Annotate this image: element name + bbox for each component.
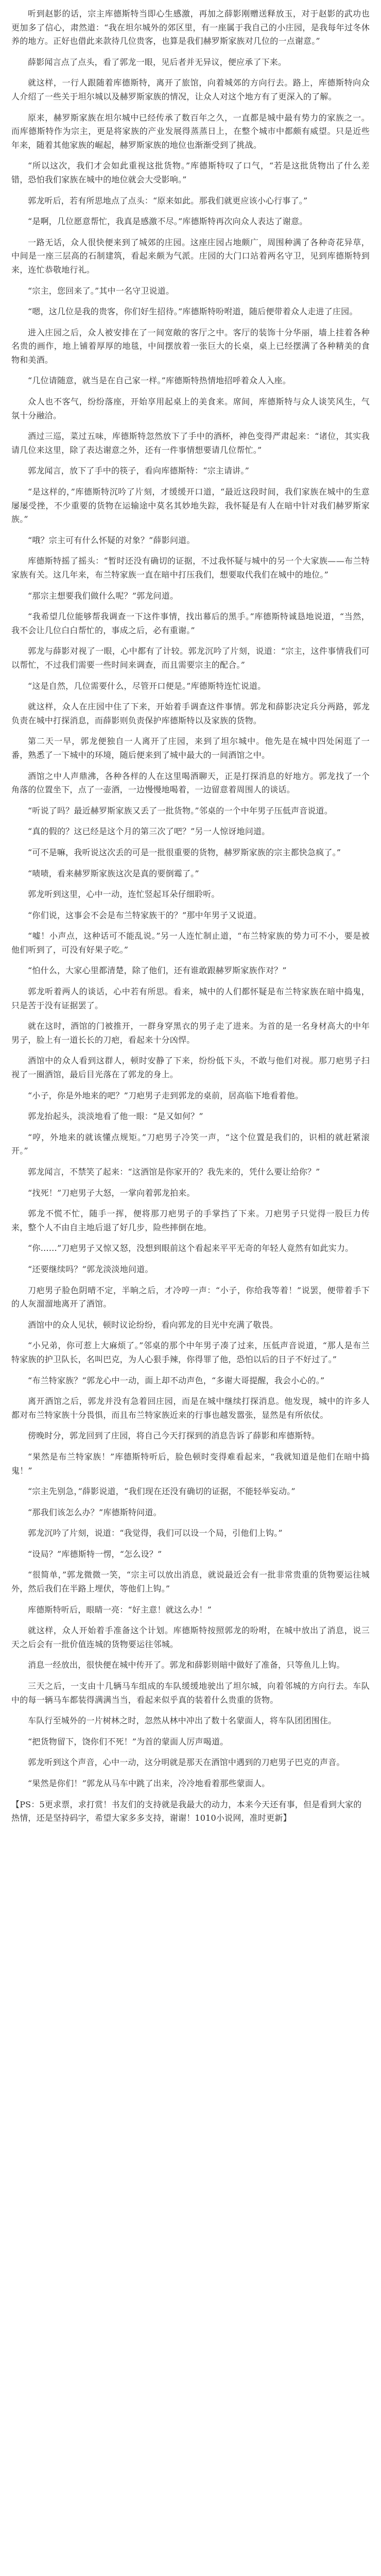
story-paragraph: 郭龙抬起头，淡淡地看了他一眼：“是又如何？” [28,1111,203,1122]
story-paragraph: “那我们该怎么办？”库德斯特问道。 [28,1507,162,1517]
story-paragraph: 郭龙听后，若有所思地点了点头：“原来如此。那我们就更应该小心行事了。” [28,195,308,206]
story-paragraph: 刀疤男子脸色阴晴不定，半晌之后，才冷哼一声：“小子，你给我等着！”说罢，便带着手下的人灰溜溜地离开了酒馆。 [11,1285,370,1309]
story-paragraph: 就这样，众人开始着手准备这个计划。库德斯特按照郭龙的吩咐，在城中放出了消息，说三天之后会有一批价值连城的货物要运往邻城。 [11,1625,370,1649]
story-paragraph: 就这样，众人在庄园中住了下来，开始着手调查这件事情。郭龙和薛影决定兵分两路，郭龙负责在城中打探消息，而薛影则负责保护库德斯特以及家族的货物。 [11,702,370,725]
story-paragraph: 郭龙闻言，不禁笑了起来：“这酒馆是你家开的？我先来的，凭什么要让给你？” [28,1167,320,1177]
author-closing-note: 【PS：5更求票，求打赏！书友们的支持就是我最大的动力，本来今天还有事，但是看到大家的热情，还是坚持码字，希望大家多多支持，谢谢！1010小说网，准时更新】 [11,1799,362,1823]
story-paragraph: 众人也不客气，纷纷落座，开始享用起桌上的美食来。席间，库德斯特与众人谈笑风生，气氛十分融洽。 [11,397,370,420]
story-paragraph: “哦？宗主可有什么怀疑的对象？”薛影问道。 [28,535,195,545]
story-paragraph: 离开酒馆之后，郭龙并没有急着回庄园，而是在城中继续打探消息。他发现，城中的许多人都对布兰特家族十分畏惧，而且布兰特家族近来的行事也越发嚣张，显然是有所依仗。 [11,1396,370,1420]
story-paragraph: “所以这次，我们才会如此重视这批货物。”库德斯特叹了口气，“若是这批货物出了什么差错，恐怕我们家族在城中的地位就会大受影响。” [11,161,370,184]
story-paragraph: “把货物留下，饶你们不死！”为首的蒙面人厉声喝道。 [28,1736,229,1747]
story-paragraph: “这是自然，几位需要什么，尽管开口便是。”库德斯特连忙说道。 [28,681,266,691]
story-paragraph: 车队行至城外的一片树林之时，忽然从林中冲出了数十名蒙面人，将车队团团围住。 [28,1716,337,1726]
story-paragraph: “小子，你是外地来的吧？”刀疤男子走到郭龙的桌前，居高临下地看着他。 [28,1090,304,1100]
story-paragraph: 一路无话，众人很快便来到了城郊的庄园。这座庄园占地颇广，周围种满了各种奇花异草，中间是一座三层高的石制建筑，看起来颇为气派。庄园的大门口站着两名守卫，见到库德斯特到来，连忙恭敬地行礼。 [11,237,370,275]
story-paragraph: “哼，外地来的就该懂点规矩。”刀疤男子冷笑一声，“这个位置是我们的，识相的就赶紧滚开。” [11,1132,370,1156]
story-paragraph: “可不是嘛，我听说这次丢的可是一批很重要的货物，赫罗斯家族的宗主都快急疯了。” [28,847,341,857]
story-paragraph: “宗主，您回来了。”其中一名守卫说道。 [28,285,175,296]
story-paragraph: 郭龙听到这里，心中一动，连忙竖起耳朵仔细聆听。 [28,889,220,900]
story-paragraph: “找死！”刀疤男子大怒，一掌向着郭龙拍来。 [28,1188,195,1198]
story-paragraph: “是这样的，”库德斯特沉吟了片刻，才缓缓开口道，“最近这段时间，我们家族在城中的生意屡屡受挫，不少重要的货物在运输途中莫名其妙地失踪，我怀疑是有人在暗中针对我们赫罗斯家族。” [11,487,370,524]
story-paragraph: 傍晚时分，郭龙回到了庄园，将自己今天打探到的消息告诉了薛影和库德斯特。 [28,1431,320,1441]
story-paragraph: 第二天一早，郭龙便独自一人离开了庄园，来到了坦尔城中。他先是在城中四处闲逛了一番，熟悉了一下城中的环境，随后便来到了城中最大的一间酒馆之中。 [11,736,370,760]
story-paragraph: “布兰特家族？”郭龙心中一动，面上却不动声色，“多谢大哥提醒，我会小心的。” [28,1375,325,1385]
story-paragraph: 薛影闻言点了点头，看了郭龙一眼，见后者并无异议，便应承了下来。 [28,57,287,67]
story-paragraph: 酒馆之中人声鼎沸，各种各样的人在这里喝酒聊天，正是打探消息的好地方。郭龙找了一个角落的位置坐下，点了一壶酒，一边慢慢地喝着，一边留意着周围人的谈话。 [11,771,370,795]
story-paragraph: “嘘！小声点，这种话可不能乱说。”另一人连忙制止道，“布兰特家族的势力可不小，要是被他们听到了，可没有好果子吃。” [11,931,370,955]
story-paragraph: “果然是你们！”郭龙从马车中跳了出来，冷冷地看着那些蒙面人。 [28,1778,270,1788]
story-paragraph: 郭龙与薛影对视了一眼，心中都有了计较。郭龙沉吟了片刻，说道：“宗主，这件事情我们可以帮忙，不过我们需要一些时间来调查，而且需要宗主的配合。” [11,646,370,670]
story-paragraph: 库德斯特听后，眼睛一亮：“好主意！就这么办！” [28,1604,212,1615]
story-paragraph: “小兄弟，你可惹上大麻烦了。”邻桌的那个中年男子凑了过来，压低声音说道，“那人是布兰特家族的护卫队长，名叫巴克，为人心狠手辣，你得罪了他，恐怕以后的日子不好过了。” [11,1341,370,1364]
story-paragraph: 就这样，一行人跟随着库德斯特，离开了旅馆，向着城郊的方向行去。路上，库德斯特向众人介绍了一些关于坦尔城以及赫罗斯家族的情况，让众人对这个地方有了更深入的了解。 [11,78,370,101]
story-paragraph: “我希望几位能够帮我调查一下这件事情，找出幕后的黑手。”库德斯特诚恳地说道，“当然，我不会让几位白白帮忙的，事成之后，必有重谢。” [11,612,370,635]
story-paragraph: 原来，赫罗斯家族在坦尔城中已经传承了数百年之久，一直都是城中最有势力的家族之一。而库德斯特作为宗主，更是将家族的产业发展得蒸蒸日上，在整个城市中都颇有威望。只是近些年来，随着其他家族的崛起，赫罗斯家族的地位也渐渐受到了挑战。 [11,112,370,150]
story-paragraph: 进入庄园之后，众人被安排在了一间宽敞的客厅之中。客厅的装饰十分华丽，墙上挂着各种名贵的画作，地上铺着厚厚的地毯，中间摆放着一张巨大的长桌，桌上已经摆满了各种精美的食物和美酒。 [11,327,370,365]
story-paragraph: 听到赵影的话，宗主库德斯特当即心生感激，再加之薛影刚赠送释放玉，对于赵影的武功也更加多了信心，肃然道：“我在坦尔城外的郊区里，有一座属于我自己的小庄园，是我每年过冬休养的地方。正好也借此来款待几位贵客，也算是我们赫罗斯家族对几位的一点谢意。” [11,9,370,46]
story-paragraph: “几位请随意，就当是在自己家一样。”库德斯特热情地招呼着众人入座。 [28,376,291,386]
story-body [11,7,370,1825]
story-paragraph: 郭龙听着两人的谈话，心中若有所思。看来，城中的人们都怀疑是布兰特家族在暗中捣鬼，只是苦于没有证据罢了。 [11,987,370,1010]
story-paragraph: “果然是布兰特家族！”库德斯特听后，脸色顿时变得难看起来，“我就知道是他们在暗中捣鬼！” [11,1451,370,1476]
story-paragraph: “听说了吗？最近赫罗斯家族又丢了一批货物。”邻桌的一个中年男子压低声音说道。 [28,805,333,816]
story-paragraph: 库德斯特摇了摇头：“暂时还没有确切的证据，不过我怀疑与城中的另一个大家族——布兰特家族有关。这几年来，布兰特家族一直在暗中打压我们，想要取代我们在城中的地位。” [11,556,370,580]
story-paragraph: “你……”刀疤男子又惊又怒，没想到眼前这个看起来平平无奇的年轻人竟然有如此实力。 [28,1243,354,1253]
story-paragraph: “你们说，这事会不会是布兰特家族干的？”那中年男子又说道。 [28,910,262,920]
story-paragraph: 酒馆中的众人见状，顿时议论纷纷，看向郭龙的目光中充满了敬畏。 [28,1319,279,1330]
story-paragraph: 郭龙不慌不忙，随手一挥，便将那刀疤男子的手掌挡了下来。刀疤男子只觉得一股巨力传来，整个人不由自主地后退了好几步，险些摔倒在地。 [11,1209,370,1232]
story-paragraph: “那宗主想要我们做什么呢？”郭龙问道。 [28,590,179,601]
story-paragraph: “很简单，”郭龙微微一笑，“宗主可以放出消息，就说最近会有一批非常贵重的货物要运往城外，然后我们在半路上埋伏，等他们上钩。” [11,1570,370,1594]
story-paragraph: 消息一经放出，很快便在城中传开了。郭龙和薛影则暗中做好了准备，只等鱼儿上钩。 [28,1660,345,1670]
story-paragraph: “啧啧，看来赫罗斯家族这次是真的要倒霉了。” [28,868,199,878]
story-paragraph: 郭龙沉吟了片刻，说道：“我觉得，我们可以设一个局，引他们上钩。” [28,1528,283,1538]
story-paragraph: 郭龙听到这个声音，心中一动，这分明就是那天在酒馆中遇到的刀疤男子巴克的声音。 [28,1757,345,1768]
story-paragraph: “是啊，几位愿意帮忙，我真是感激不尽。”库德斯特再次向众人表达了谢意。 [28,216,308,227]
story-paragraph: “还要继续吗？”郭龙淡淡地问道。 [28,1264,153,1274]
story-paragraph: “怕什么，大家心里都清楚，除了他们，还有谁敢跟赫罗斯家族作对？” [28,965,287,976]
story-paragraph: “宗主先别急，”薛影说道，“我们现在还没有确切的证据，不能轻举妄动。” [28,1486,296,1497]
story-paragraph: 酒馆中的众人看到这群人，顿时安静了下来，纷纷低下头，不敢与他们对视。那刀疤男子扫视了一圈酒馆，最后目光落在了郭龙的身上。 [11,1056,370,1080]
story-paragraph: “嗯，这几位是我的贵客，你们好生招待。”库德斯特吩咐道，随后便带着众人走进了庄园。 [28,307,358,317]
story-paragraph: “真的假的？这已经是这个月的第三次了吧？”另一人惊讶地问道。 [28,826,270,837]
story-paragraph: 三天之后，一支由十几辆马车组成的车队缓缓地驶出了坦尔城，向着邻城的方向行去。车队中的每一辆马车都装得满满当当，看起来似乎真的装着什么贵重的货物。 [11,1681,370,1705]
story-paragraph: “设局？”库德斯特一愣，“怎么设？” [28,1549,162,1559]
story-paragraph: 郭龙闻言，放下了手中的筷子，看向库德斯特：“宗主请讲。” [28,466,249,476]
story-paragraph: 就在这时，酒馆的门被推开，一群身穿黑衣的男子走了进来。为首的是一名身材高大的中年男子，脸上有一道长长的刀疤，看起来十分凶悍。 [11,1021,370,1045]
story-paragraph: 酒过三巡，菜过五味，库德斯特忽然放下了手中的酒杯，神色变得严肃起来：“诸位，其实我请几位来这里，除了表达谢意之外，还有一件事情想要请几位帮忙。” [11,431,370,455]
